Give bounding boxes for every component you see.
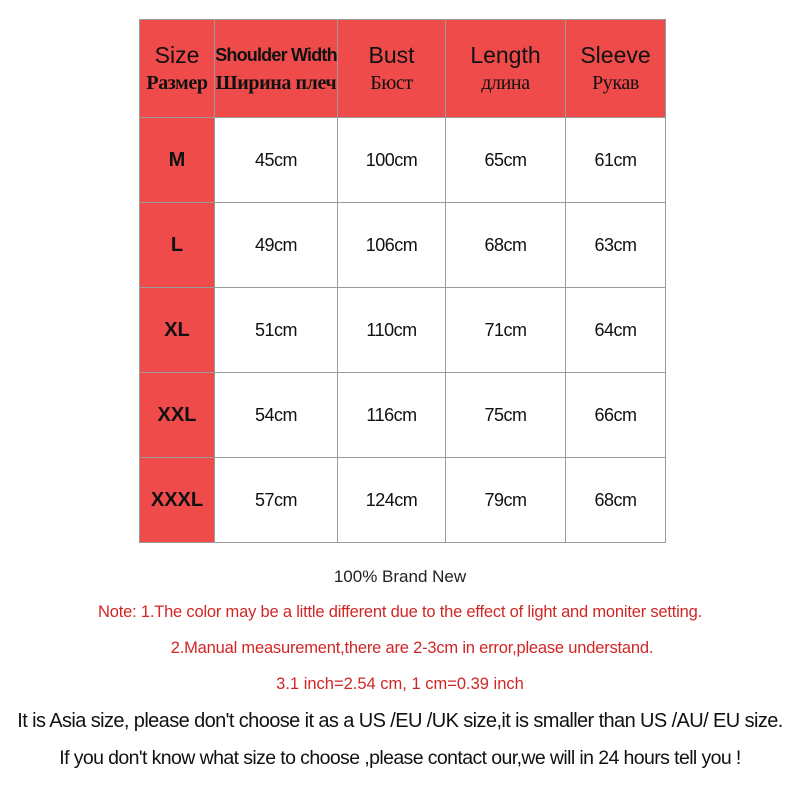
asia-size-note: It is Asia size, please don't choose it as a US /EU /UK size,it is smaller than US /AU/ EU size. (17, 710, 783, 732)
sleeve-cell: 68cm (566, 458, 666, 543)
length-cell: 65cm (446, 118, 566, 203)
shoulder-width-cell: 49cm (215, 203, 338, 288)
table-header-row (140, 20, 666, 118)
table-row (140, 458, 666, 543)
brand-new-text: 100% Brand New (333, 567, 467, 586)
bust-cell: 100cm (338, 118, 446, 203)
sleeve-cell: 66cm (566, 373, 666, 458)
header-length (446, 20, 566, 118)
bust-cell: 106cm (338, 203, 446, 288)
header-size-ru: Размер (146, 71, 208, 94)
table-row (140, 203, 666, 288)
header-bust (338, 20, 446, 118)
header-bust-ru: Бюст (370, 71, 413, 94)
header-length-ru: длина (481, 71, 530, 94)
contact-note: If you don't know what size to choose ,please contact our,we will in 24 hours tell you ! (59, 747, 741, 769)
sleeve-cell: 64cm (566, 288, 666, 373)
size-cell: XXXL (140, 458, 215, 543)
header-length-en: Length (470, 41, 541, 68)
table-row (140, 288, 666, 373)
header-size-en: Size (154, 41, 200, 68)
header-shoulder-width (215, 20, 338, 118)
header-shoulder-width-en: Shoulder Width (215, 44, 337, 65)
bust-cell: 110cm (338, 288, 446, 373)
table-row (140, 118, 666, 203)
bust-cell: 124cm (338, 458, 446, 543)
length-cell: 71cm (446, 288, 566, 373)
bust-cell: 116cm (338, 373, 446, 458)
header-sleeve (566, 20, 666, 118)
measurement-note: 2.Manual measurement,there are 2-3cm in error,please understand. (170, 639, 654, 657)
shoulder-width-cell: 45cm (215, 118, 338, 203)
sleeve-cell: 61cm (566, 118, 666, 203)
length-cell: 68cm (446, 203, 566, 288)
header-sleeve-en: Sleeve (580, 41, 651, 68)
size-cell: XL (140, 288, 215, 373)
size-chart-table (139, 19, 666, 543)
sleeve-cell: 63cm (566, 203, 666, 288)
color-note: Note: 1.The color may be a little different due to the effect of light and moniter setting. (98, 603, 702, 621)
length-cell: 79cm (446, 458, 566, 543)
notes-block (0, 560, 800, 776)
header-size (140, 20, 215, 118)
size-cell: L (140, 203, 215, 288)
conversion-note: 3.1 inch=2.54 cm, 1 cm=0.39 inch (276, 675, 524, 693)
size-cell: XXL (140, 373, 215, 458)
table-row (140, 373, 666, 458)
header-sleeve-ru: Рукав (592, 71, 639, 94)
size-cell: M (140, 118, 215, 203)
header-bust-en: Bust (368, 41, 415, 68)
header-shoulder-width-ru: Ширина плеч (215, 71, 337, 94)
shoulder-width-cell: 51cm (215, 288, 338, 373)
length-cell: 75cm (446, 373, 566, 458)
shoulder-width-cell: 57cm (215, 458, 338, 543)
shoulder-width-cell: 54cm (215, 373, 338, 458)
